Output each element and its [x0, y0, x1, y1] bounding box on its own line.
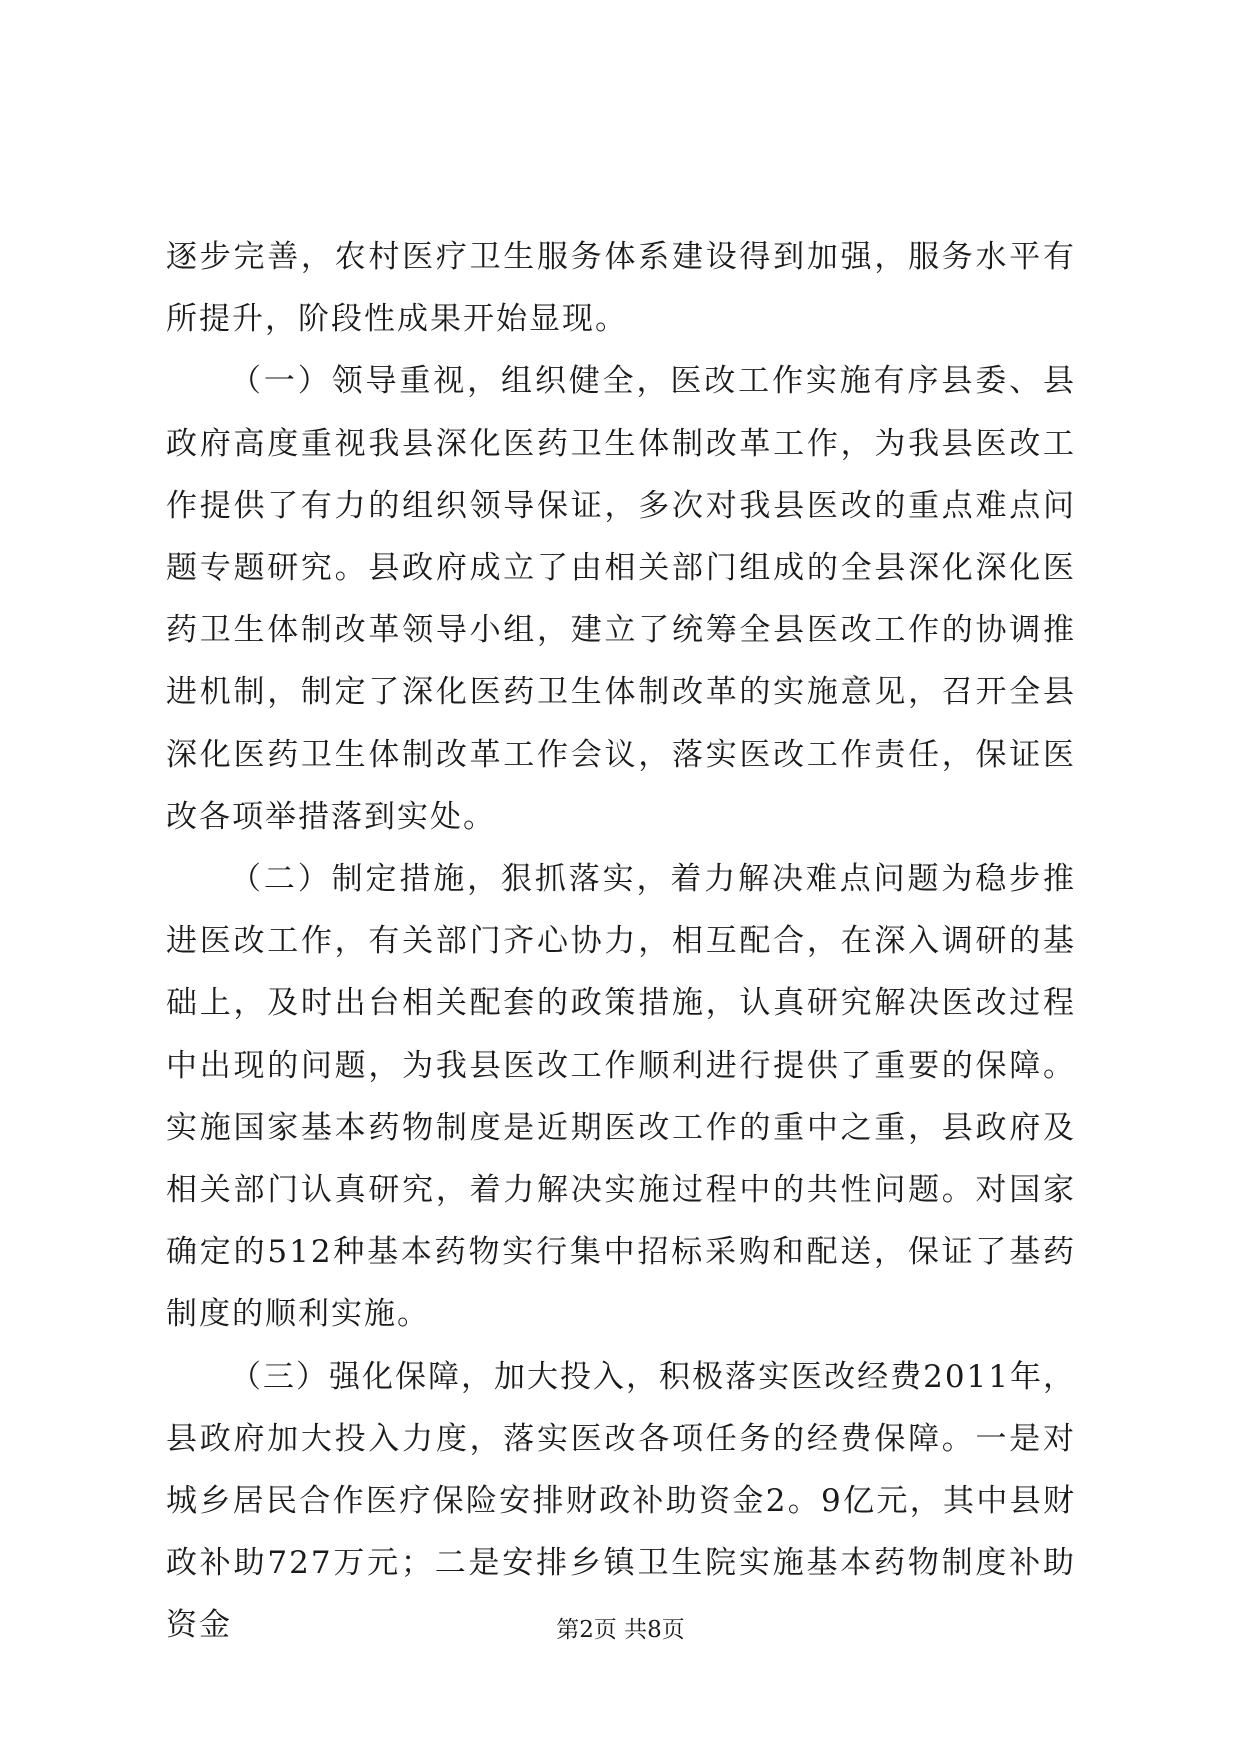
page-number-footer: 第2页 共8页: [556, 1617, 685, 1643]
paragraph-section-2: （二）制定措施，狠抓落实，着力解决难点问题为稳步推进医改工作，有关部门齐心协力，相互配合，在深入调研的基础上，及时出台相关配套的政策措施，认真研究解决医改过程中出现的问题，为我县医改工作顺利进行提供了重要的保障。实施国家基本药物制度是近期医改工作的重中之重，县政府及相关部门认真研究，着力解决实施过程中的共性问题。对国家确定的512种基本药物实行集中招标采购和配送，保证了基药制度的顺利实施。: [166, 861, 1076, 1333]
paragraph-section-1: （一）领导重视，组织健全，医改工作实施有序县委、县政府高度重视我县深化医药卫生体制改革工作，为我县医改工作提供了有力的组织领导保证，多次对我县医改的重点难点问题专题研究。县政府成立了由相关部门组成的全县深化深化医药卫生体制改革领导小组，建立了统筹全县医改工作的协调推进机制，制定了深化医药卫生体制改革的实施意见，召开全县深化医药卫生体制改革工作会议，落实医改工作责任，保证医改各项举措落到实处。: [166, 363, 1076, 835]
paragraph-intro: 逐步完善，农村医疗卫生服务体系建设得到加强，服务水平有所提升，阶段性成果开始显现。: [166, 239, 1076, 338]
document-body: [166, 226, 1076, 1657]
paragraph-section-3: （三）强化保障，加大投入，积极落实医改经费2011年，县政府加大投入力度，落实医改各项任务的经费保障。一是对城乡居民合作医疗保险安排财政补助资金2。9亿元，其中县财政补助727万元；二是安排乡镇卫生院实施基本药物制度补助资金: [166, 1358, 1076, 1644]
